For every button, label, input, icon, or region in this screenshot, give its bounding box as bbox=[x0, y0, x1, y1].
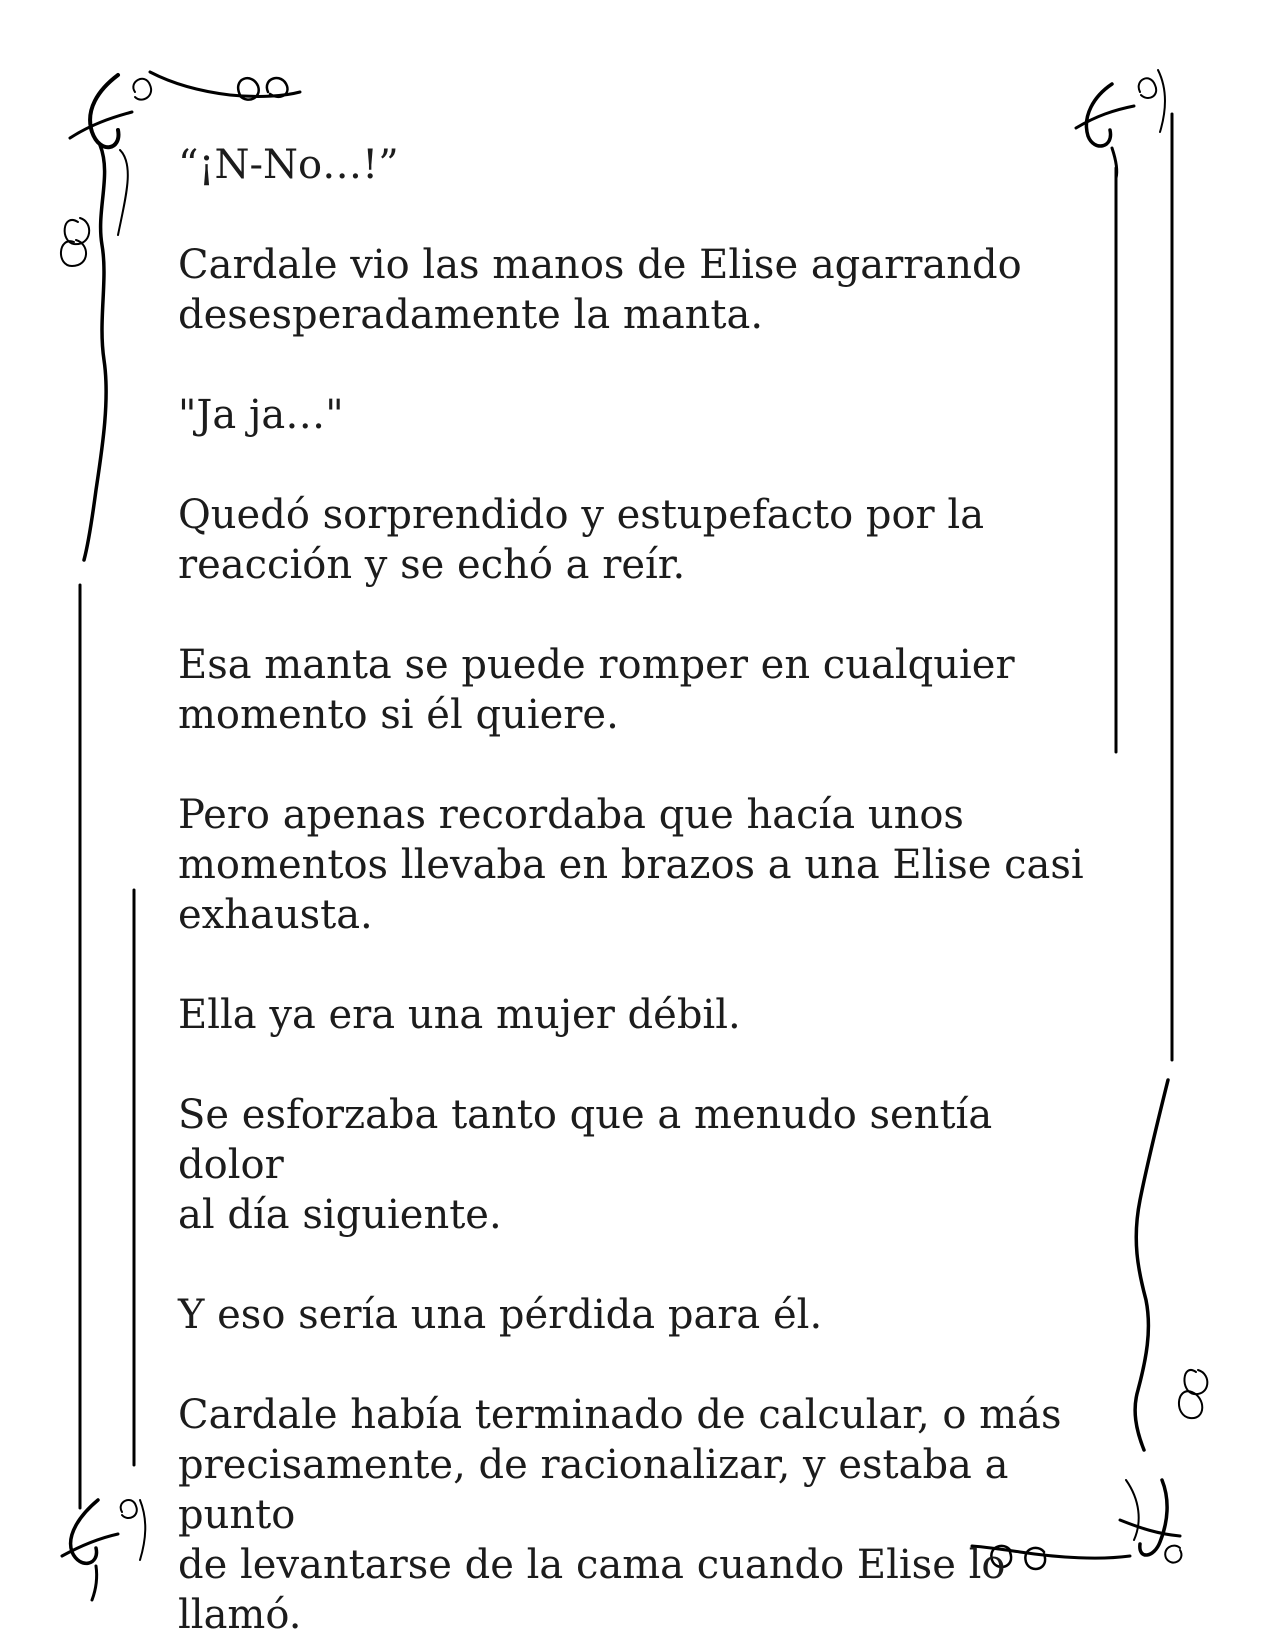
paragraph: "Ja ja…" bbox=[178, 392, 344, 438]
paragraph: Quedó sorprendido y estupefacto por la reacción y se echó a reír. bbox=[178, 492, 985, 588]
paragraph: Ella ya era una mujer débil. bbox=[178, 992, 741, 1038]
paragraph: Esa manta se puede romper en cualquier momento si él quiere. bbox=[178, 642, 1015, 738]
paragraph: Se esforzaba tanto que a menudo sentía dolor al día siguiente. bbox=[178, 1092, 993, 1238]
paragraph: Cardale vio las manos de Elise agarrando desesperadamente la manta. bbox=[178, 242, 1022, 338]
paragraph: “¡N-No…!” bbox=[178, 142, 399, 188]
bottom-left-flourish bbox=[62, 1500, 145, 1600]
paragraph: Cardale había terminado de calcular, o más precisamente, de racionalizar, y estaba a punto de levantarse de la cama cuando Elise lo llamó. bbox=[178, 1392, 1062, 1638]
paragraph: Pero apenas recordaba que hacía unos momentos llevaba en brazos a una Elise casi exhausta. bbox=[178, 792, 1084, 938]
paragraph: Y eso sería una pérdida para él. bbox=[178, 1292, 823, 1338]
document-text bbox=[178, 140, 1108, 1640]
